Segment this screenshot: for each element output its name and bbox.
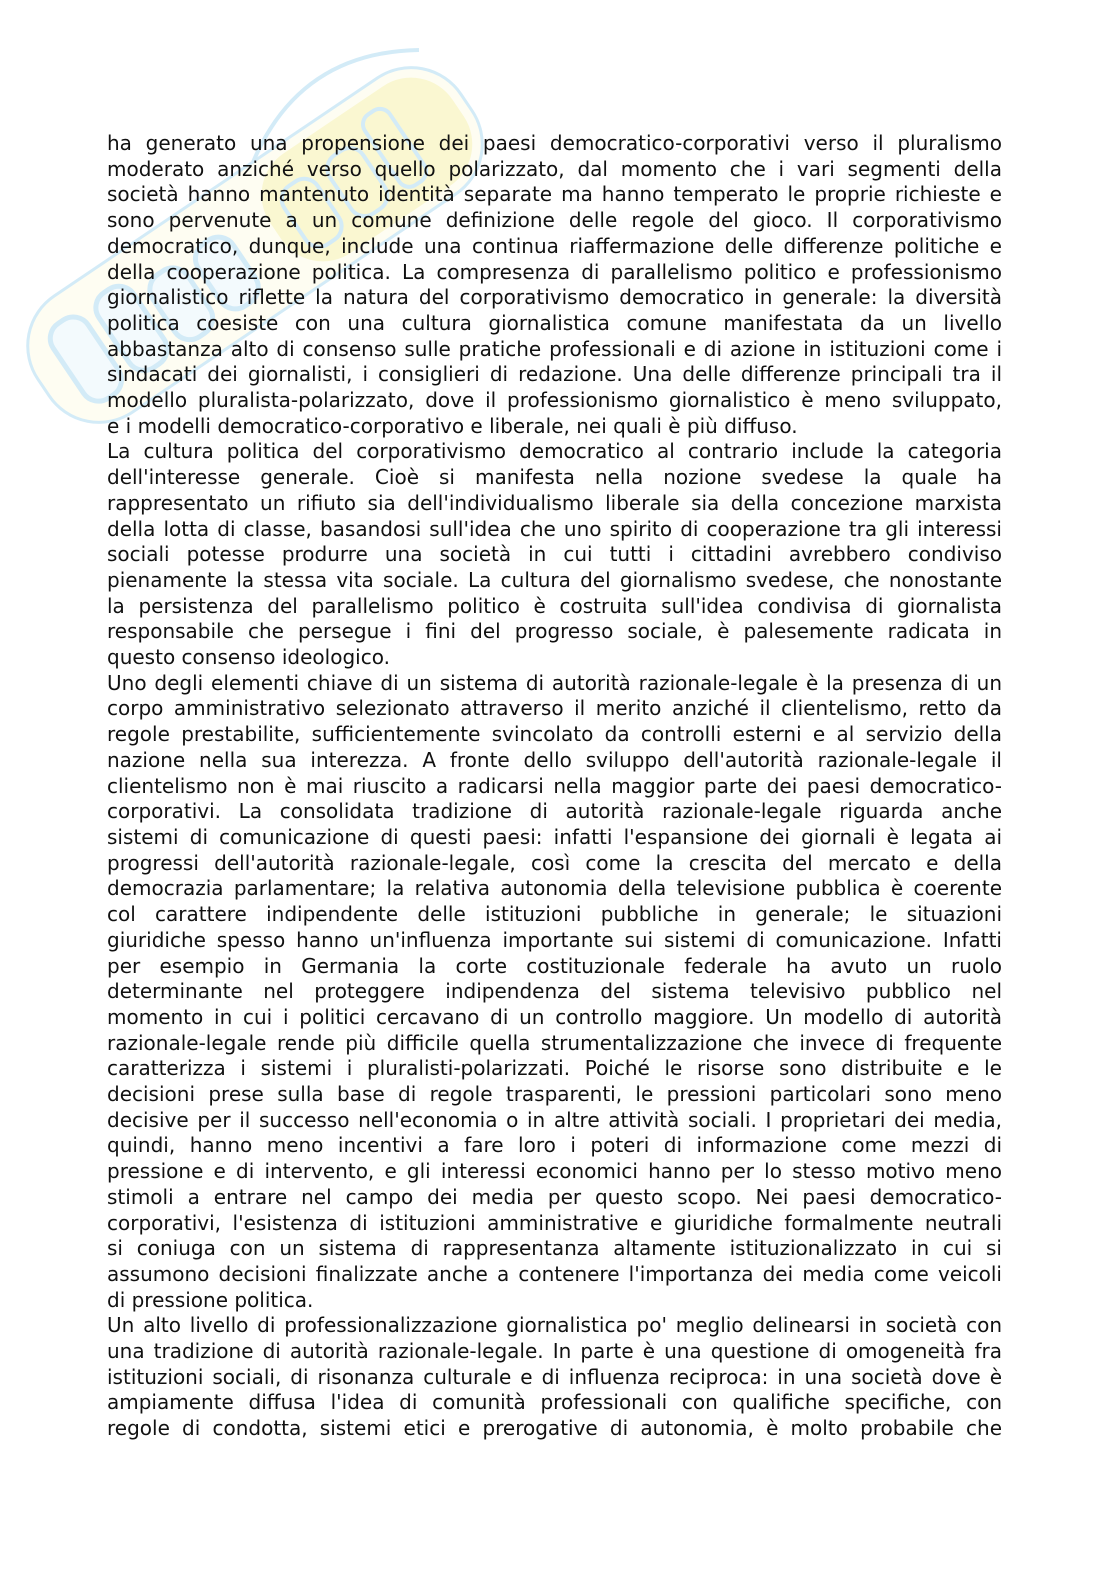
text-line: decisioni prese sulla base di regole trasparenti, le pressioni particolari sono meno — [107, 1082, 1002, 1107]
text-line: corpo amministrativo selezionato attraverso il merito anziché il clientelismo, retto da — [107, 696, 1002, 721]
text-line: col carattere indipendente delle istituzioni pubbliche in generale; le situazioni — [107, 902, 1002, 927]
text-line: razionale-legale rende più difficile quella strumentalizzazione che invece di frequente — [107, 1030, 1002, 1055]
text-line: sociali potesse produrre una società in cui tutti i cittadini avrebbero condiviso — [107, 542, 1002, 567]
text-line: per esempio in Germania la corte costituzionale federale ha avuto un ruolo — [107, 953, 1002, 978]
text-line: determinante nel proteggere indipendenza del sistema televisivo pubblico nel — [107, 979, 1002, 1004]
paragraph — [107, 439, 1002, 670]
text-line: questo consenso ideologico. — [107, 645, 390, 670]
text-line: ha generato una propensione dei paesi democratico-corporativi verso il pluralismo — [107, 131, 1002, 155]
text-line: regole di condotta, sistemi etici e prerogative di autonomia, è molto probabile che — [107, 1416, 1002, 1441]
text-line: La cultura politica del corporativismo democratico al contrario include la categoria — [107, 439, 1002, 464]
text-line: democratico, dunque, include una continua riaffermazione delle differenze politiche e — [107, 233, 1002, 258]
text-line: decisive per il successo nell'economia o in altre attività sociali. I proprietari dei media, — [107, 1107, 1002, 1132]
text-line: stimoli a entrare nel campo dei media per questo scopo. Nei paesi democratico- — [107, 1184, 1002, 1209]
text-line: una tradizione di autorità razionale-legale. In parte è una questione di omogeneità fra — [107, 1339, 1002, 1364]
text-line: nazione nella sua interezza. A fronte dello sviluppo dell'autorità razionale-legale il — [107, 747, 1002, 772]
text-line: ampiamente diffusa l'idea di comunità professionali con qualifiche specifiche, con — [107, 1390, 1002, 1415]
text-line: momento in cui i politici cercavano di un controllo maggiore. Un modello di autorità — [107, 1004, 1002, 1029]
text-line: di pressione politica. — [107, 1287, 314, 1312]
text-line: responsabile che persegue i fini del progresso sociale, è palesemente radicata in — [107, 619, 1002, 644]
text-line: regole prestabilite, sufficientemente svincolato da controlli esterni e al servizio della — [107, 722, 1002, 747]
text-line: clientelismo non è mai riuscito a radicarsi nella maggior parte dei paesi democratico- — [107, 773, 1002, 798]
text-line: caratterizza i sistemi i pluralisti-polarizzati. Poiché le risorse sono distribuite e le — [107, 1056, 1002, 1081]
text-line: Un alto livello di professionalizzazione giornalistica po' meglio delinearsi in società con — [107, 1313, 1002, 1338]
text-line: società hanno mantenuto identità separate ma hanno temperato le proprie richieste e — [107, 182, 1002, 207]
text-line: giuridiche spesso hanno un'influenza importante sui sistemi di comunicazione. Infatti — [107, 927, 1002, 952]
text-line: democrazia parlamentare; la relativa autonomia della televisione pubblica è coerente — [107, 876, 1002, 901]
text-line: quindi, hanno meno incentivi a fare loro i poteri di informazione come mezzi di — [107, 1133, 1002, 1158]
text-line: sindacati dei giornalisti, i consiglieri di redazione. Una delle differenze principali tra il — [107, 362, 1002, 387]
text-line: della cooperazione politica. La compresenza di parallelismo politico e professionismo — [107, 259, 1002, 284]
text-line: dell'interesse generale. Cioè si manifesta nella nozione svedese la quale ha — [107, 465, 1002, 490]
paragraph — [107, 131, 1002, 439]
paragraph — [107, 1313, 1002, 1442]
text-line: sistemi di comunicazione di questi paesi: infatti l'espansione dei giornali è legata ai — [107, 824, 1002, 849]
text-line: corporativi. La consolidata tradizione di autorità razionale-legale riguarda anche — [107, 799, 1002, 824]
text-line: istituzioni sociali, di risonanza culturale e di influenza reciproca: in una società dove è — [107, 1364, 1002, 1389]
text-line: Uno degli elementi chiave di un sistema di autorità razionale-legale è la presenza di un — [107, 670, 1002, 695]
text-line: politica coesiste con una cultura giornalistica comune manifestata da un livello — [107, 310, 1002, 335]
text-line: giornalistico riflette la natura del corporativismo democratico in generale: la diversità — [107, 285, 1002, 310]
text-line: abbastanza alto di consenso sulle pratiche professionali e di azione in istituzioni come i — [107, 336, 1002, 361]
text-line: assumono decisioni finalizzate anche a contenere l'importanza dei media come veicoli — [107, 1261, 1002, 1286]
text-line: pressione e di intervento, e gli interessi economici hanno per lo stesso motivo meno — [107, 1159, 1002, 1184]
text-line: corporativi, l'esistenza di istituzioni amministrative e giuridiche formalmente neutrali — [107, 1210, 1002, 1235]
text-line: rappresentato un rifiuto sia dell'individualismo liberale sia della concezione marxista — [107, 490, 1002, 515]
text-line: modello pluralista-polarizzato, dove il professionismo giornalistico è meno sviluppato, — [107, 388, 1002, 413]
text-line: progressi dell'autorità razionale-legale, così come la crescita del mercato e della — [107, 850, 1002, 875]
paragraph — [107, 671, 1002, 1314]
text-line: sono pervenute a un comune definizione delle regole del gioco. Il corporativismo — [107, 208, 1002, 233]
body-text — [107, 131, 1002, 1442]
text-line: moderato anziché verso quello polarizzato, dal momento che i vari segmenti della — [107, 156, 1002, 181]
text-line: della lotta di classe, basandosi sull'idea che uno spirito di cooperazione tra gli interessi — [107, 516, 1002, 541]
text-line: pienamente la stessa vita sociale. La cultura del giornalismo svedese, che nonostante — [107, 567, 1002, 592]
text-line: la persistenza del parallelismo politico è costruita sull'idea condivisa di giornalista — [107, 593, 1002, 618]
text-line: e i modelli democratico-corporativo e liberale, nei quali è più diffuso. — [107, 413, 798, 438]
text-line: si coniuga con un sistema di rappresentanza altamente istituzionalizzato in cui si — [107, 1236, 1002, 1261]
